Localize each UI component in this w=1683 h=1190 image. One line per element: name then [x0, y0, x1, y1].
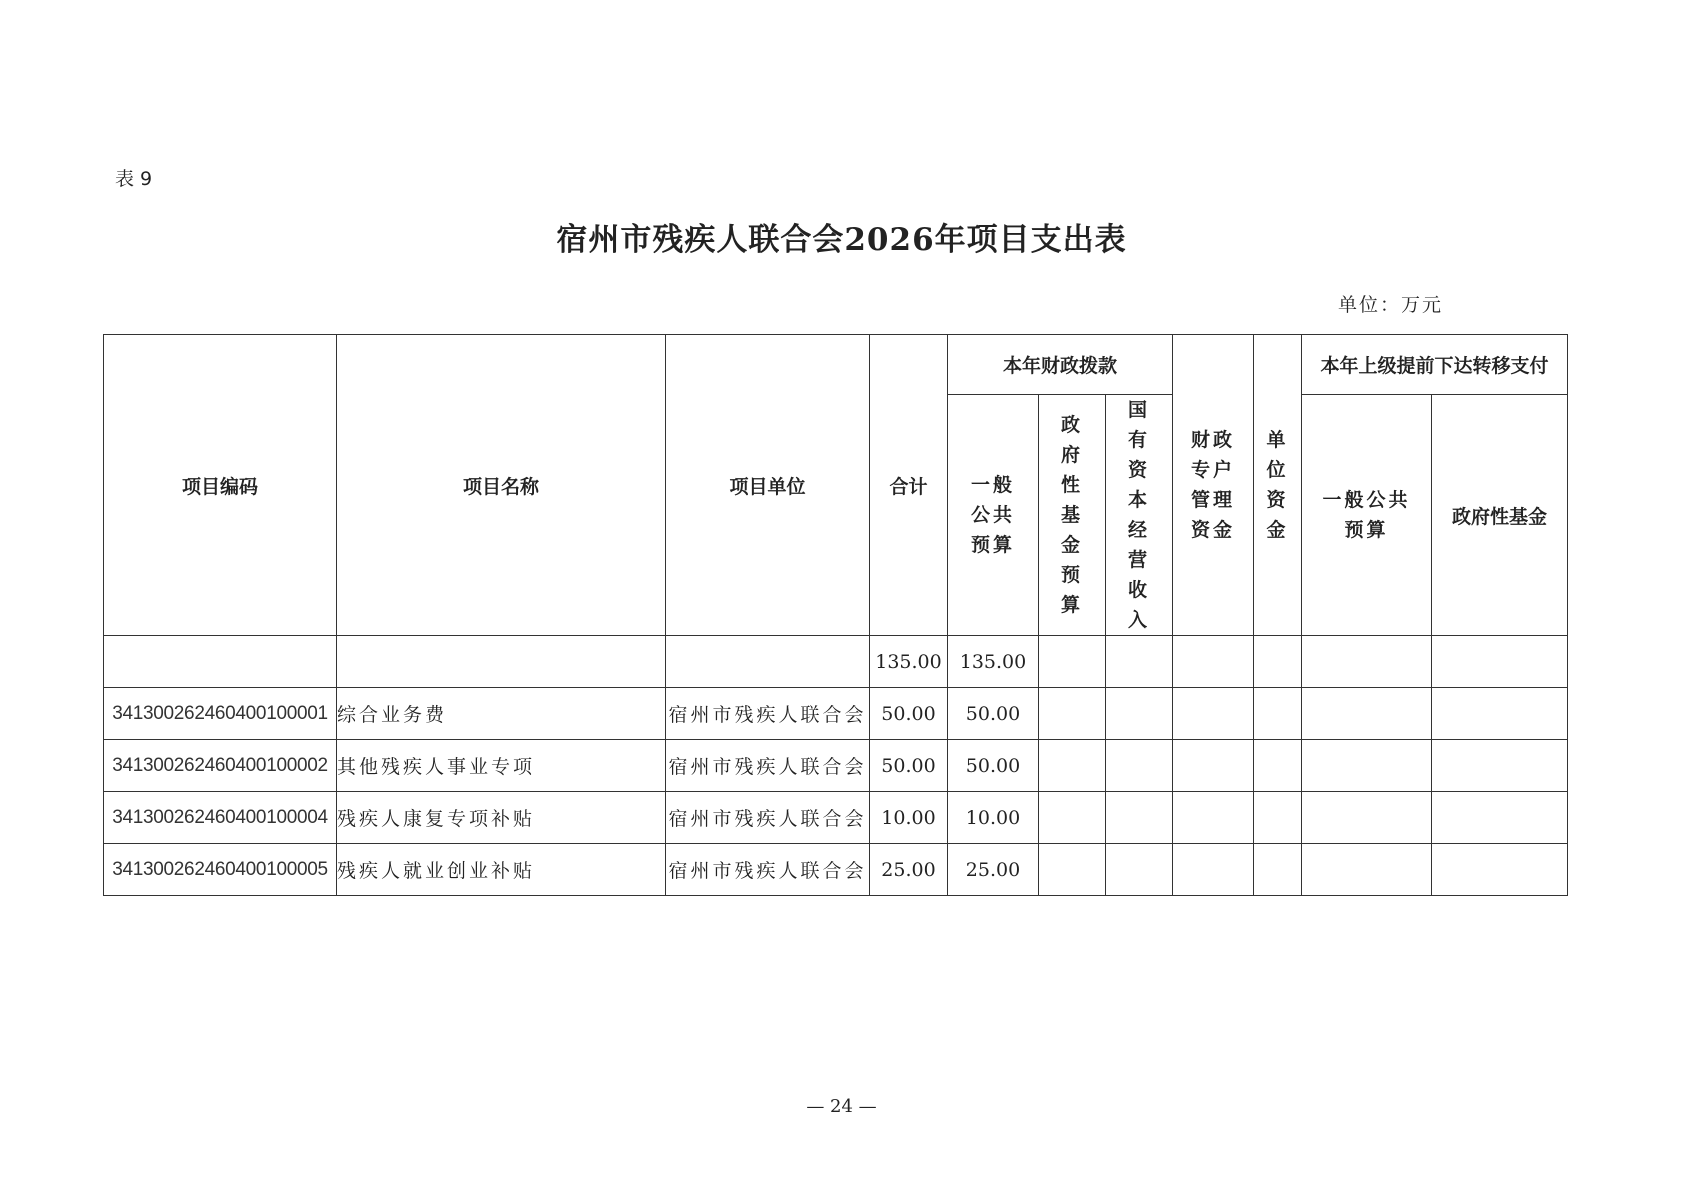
header-code: 项目编码 — [104, 335, 337, 636]
unit-label: 单位：万元 — [1337, 294, 1443, 316]
project-general: 10.00 — [948, 792, 1039, 844]
page-title: 宿州市残疾人联合会2026年项目支出表 — [556, 222, 1127, 258]
page-number: — 24 — — [806, 1096, 877, 1117]
project-unit: 宿州市残疾人联合会 — [666, 844, 870, 896]
header-fiscal: 本年财政拨款 — [948, 335, 1173, 395]
header-unit: 项目单位 — [666, 335, 870, 636]
project-name: 综合业务费 — [337, 688, 666, 740]
table-number: 表 9 — [115, 168, 153, 190]
table-row — [104, 792, 1568, 844]
header-fiscal-general: 一般公共预算 — [948, 395, 1039, 636]
project-name: 残疾人就业创业补贴 — [337, 844, 666, 896]
project-total: 50.00 — [870, 740, 948, 792]
project-code: 341300262460400100004 — [104, 792, 337, 844]
table-row — [104, 740, 1568, 792]
header-fiscal-gov-fund: 政府性基金预算 — [1039, 395, 1106, 636]
header-transfer: 本年上级提前下达转移支付 — [1302, 335, 1568, 395]
project-total: 25.00 — [870, 844, 948, 896]
project-total: 50.00 — [870, 688, 948, 740]
header-unit-fund: 单位资金 — [1254, 335, 1302, 636]
project-general: 25.00 — [948, 844, 1039, 896]
header-total: 合计 — [870, 335, 948, 636]
summary-total: 135.00 — [870, 636, 948, 688]
table-row — [104, 688, 1568, 740]
project-code: 341300262460400100002 — [104, 740, 337, 792]
header-transfer-gov-fund: 政府性基金 — [1432, 395, 1568, 636]
summary-row — [104, 636, 1568, 688]
project-unit: 宿州市残疾人联合会 — [666, 688, 870, 740]
header-fiscal-state-capital: 国有资本经营收入 — [1106, 395, 1173, 636]
project-code: 341300262460400100005 — [104, 844, 337, 896]
expenditure-table — [103, 334, 1568, 896]
project-name: 其他残疾人事业专项 — [337, 740, 666, 792]
header-name: 项目名称 — [337, 335, 666, 636]
summary-general: 135.00 — [948, 636, 1039, 688]
project-unit: 宿州市残疾人联合会 — [666, 792, 870, 844]
table-row — [104, 844, 1568, 896]
project-unit: 宿州市残疾人联合会 — [666, 740, 870, 792]
project-code: 341300262460400100001 — [104, 688, 337, 740]
header-transfer-general: 一般公共预算 — [1302, 395, 1432, 636]
project-total: 10.00 — [870, 792, 948, 844]
project-general: 50.00 — [948, 740, 1039, 792]
project-name: 残疾人康复专项补贴 — [337, 792, 666, 844]
project-general: 50.00 — [948, 688, 1039, 740]
header-special-account: 财政专户管理资金 — [1173, 335, 1254, 636]
